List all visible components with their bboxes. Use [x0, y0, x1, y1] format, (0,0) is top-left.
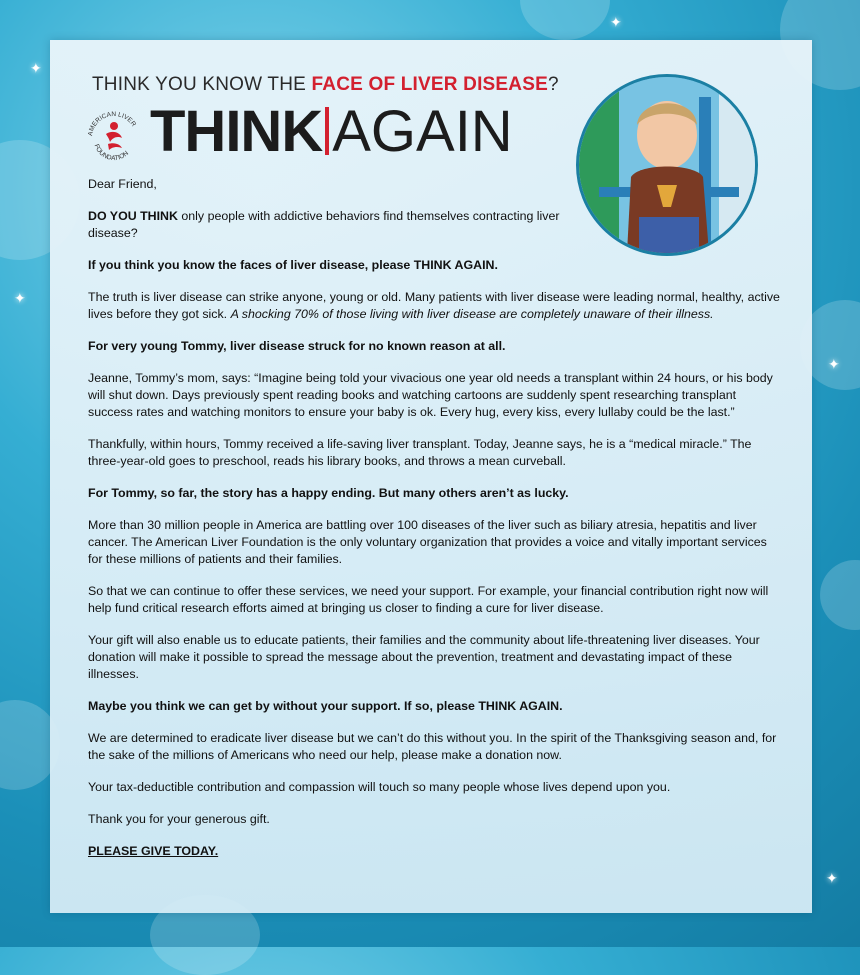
paragraph-statistics: More than 30 million people in America are battling over 100 diseases of the liver such as biliary atresia, hepatitis and liver cancer. The American Liver Foundation is the only voluntary organization that provides a voice and vitally important services for these millions of patients and their families. — [88, 518, 767, 566]
paragraph-education: Your gift will also enable us to educate patients, their families and the community about life-threatening liver diseases. Your donation will make it possible to spread the message about the prevention, treatment and devastating impact of these illnesses. — [88, 633, 760, 681]
headline-suffix: ? — [547, 74, 559, 95]
headline — [92, 74, 572, 96]
sparkle-icon: ✦ — [826, 870, 838, 886]
wordmark-again: AGAIN — [332, 99, 513, 164]
letter-body — [88, 176, 780, 875]
sparkle-icon: ✦ — [30, 60, 42, 76]
paragraph-jeanne-quote: Jeanne, Tommy’s mom, says: “Imagine being told your vivacious one year old needs a transplant within 24 hours, or his body will shut down. Days previously spent reading books and watching cartoons are suddenly spent researching transplant success rates and watching monitors to ensure your baby is ok. Every hug, every kiss, every lullaby could be the last.” — [88, 371, 773, 419]
paragraph-transplant: Thankfully, within hours, Tommy received a life-saving liver transplant. Today, Jeanne says, he is a “medical miracle.” The three-year-old goes to preschool, reads his library books, and throws a mean curveball. — [88, 437, 752, 468]
paragraph-tommy-intro: For very young Tommy, liver disease struck for no known reason at all. — [88, 339, 506, 353]
paragraph-happy-ending: For Tommy, so far, the story has a happy ending. But many others aren’t as lucky. — [88, 486, 569, 500]
wordmark-think: THINK — [150, 99, 323, 164]
bokeh-light — [820, 560, 860, 630]
give-today-cta: PLEASE GIVE TODAY. — [88, 844, 219, 858]
paragraph-determined: We are determined to eradicate liver disease but we can’t do this without you. In the spirit of the Thanksgiving season and, for the sake of the millions of Americans who need our help, please make a donation now. — [88, 731, 777, 762]
greeting: Dear Friend, — [88, 177, 157, 191]
think-again-wordmark — [150, 101, 513, 163]
seal-text-bottom: FOUNDATION — [92, 143, 131, 163]
paragraph-thank-you: Thank you for your generous gift. — [88, 812, 270, 826]
paragraph-text: The truth is liver disease can strike anyone, young or old. Many patients with liver disease were leading normal, healthy, active lives before they got sick. — [88, 290, 780, 321]
wordmark-divider — [325, 107, 329, 155]
sparkle-icon: ✦ — [14, 290, 26, 306]
seal-text-top: AMERICAN LIVER — [87, 110, 138, 137]
sparkle-icon: ✦ — [828, 356, 840, 372]
paragraph-truth — [88, 289, 780, 323]
paragraph-do-you-think — [88, 208, 580, 242]
headline-prefix: THINK YOU KNOW THE — [92, 74, 312, 95]
paragraph-lead-bold: DO YOU THINK — [88, 209, 178, 223]
american-liver-foundation-logo — [84, 102, 144, 164]
sparkle-icon: ✦ — [610, 14, 622, 30]
paragraph-tax-deductible: Your tax-deductible contribution and compassion will touch so many people whose lives depend upon you. — [88, 780, 671, 794]
paragraph-italic: A shocking 70% of those living with liver disease are completely unaware of their illness. — [230, 307, 714, 321]
paragraph-think-again: If you think you know the faces of liver disease, please THINK AGAIN. — [88, 258, 498, 272]
paragraph-maybe: Maybe you think we can get by without your support. If so, please THINK AGAIN. — [88, 699, 563, 713]
headline-highlight: FACE OF LIVER DISEASE — [311, 74, 548, 95]
bokeh-light — [520, 0, 610, 40]
paragraph-text: only people with addictive behaviors find themselves contracting liver disease? — [88, 209, 560, 240]
paragraph-support: So that we can continue to offer these services, we need your support. For example, your financial contribution right now will help fund critical research efforts aimed at bringing us closer to finding a cure for liver disease. — [88, 584, 769, 615]
